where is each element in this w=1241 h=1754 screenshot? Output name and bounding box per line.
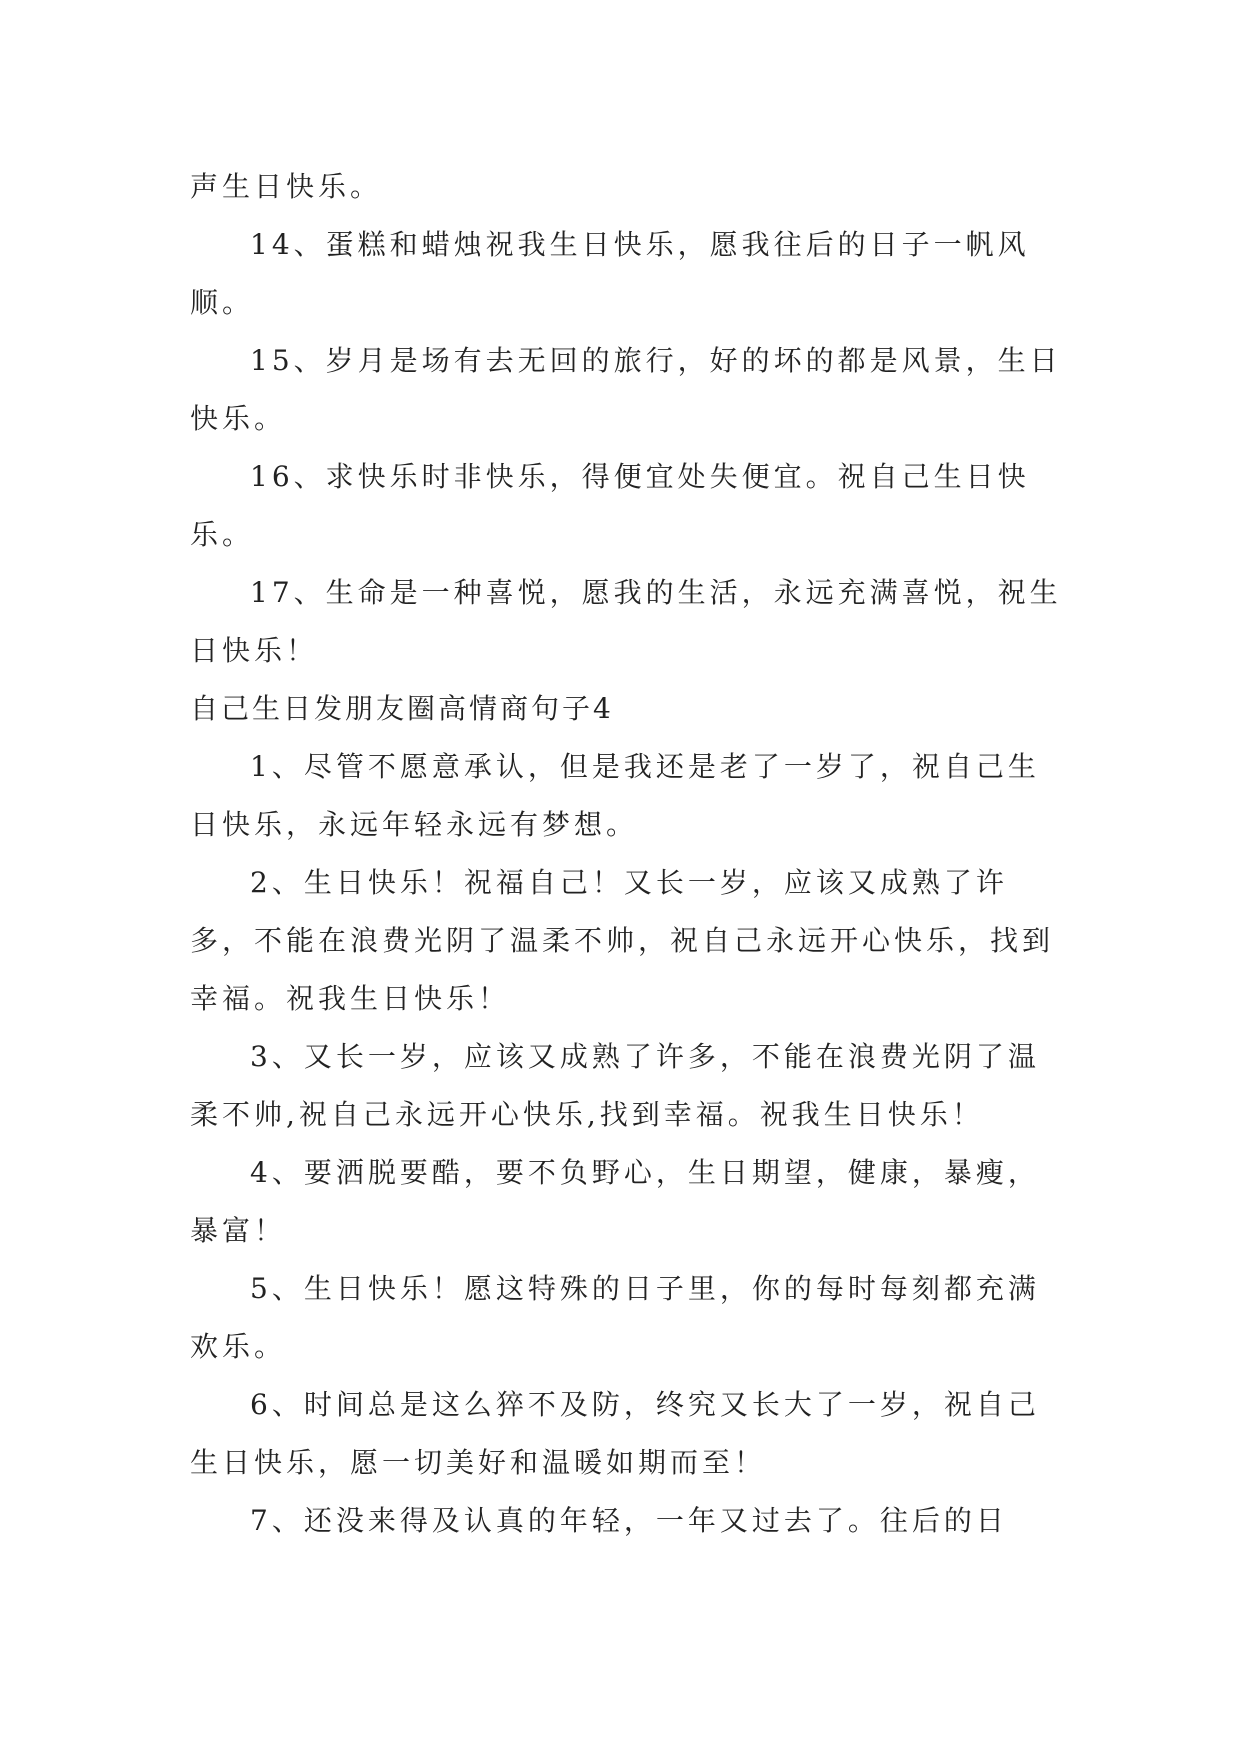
paragraph: 5、生日快乐！愿这特殊的日子里，你的每时每刻都充满欢乐。: [190, 1272, 1040, 1363]
paragraph: 6、时间总是这么猝不及防，终究又长大了一岁，祝自己生日快乐，愿一切美好和温暖如期而至！: [190, 1388, 1040, 1479]
paragraph: 15、岁月是场有去无回的旅行，好的坏的都是风景，生日快乐。: [190, 344, 1062, 435]
paragraph: 1、尽管不愿意承认，但是我还是老了一岁了，祝自己生日快乐，永远年轻永远有梦想。: [190, 750, 1040, 841]
paragraph: 17、生命是一种喜悦，愿我的生活，永远充满喜悦，祝生日快乐！: [190, 576, 1062, 667]
paragraph: 14、蛋糕和蜡烛祝我生日快乐，愿我往后的日子一帆风顺。: [190, 228, 1030, 319]
paragraph: 2、生日快乐！祝福自己！又长一岁，应该又成熟了许多，不能在浪费光阴了温柔不帅，祝自己永远开心快乐，找到幸福。祝我生日快乐！: [190, 866, 1055, 1015]
paragraph: 16、求快乐时非快乐，得便宜处失便宜。祝自己生日快乐。: [190, 460, 1030, 551]
paragraph: 4、要洒脱要酷，要不负野心，生日期望，健康，暴瘦，暴富！: [190, 1156, 1040, 1247]
paragraph: 7、还没来得及认真的年轻，一年又过去了。往后的日: [250, 1504, 1008, 1537]
document-body: [190, 158, 1070, 1550]
paragraph: 3、又长一岁，应该又成熟了许多，不能在浪费光阴了温柔不帅,祝自己永远开心快乐,找到幸福。祝我生日快乐！: [190, 1040, 1040, 1131]
section-heading: 自己生日发朋友圈高情商句子4: [190, 692, 614, 725]
paragraph: 声生日快乐。: [190, 170, 383, 203]
